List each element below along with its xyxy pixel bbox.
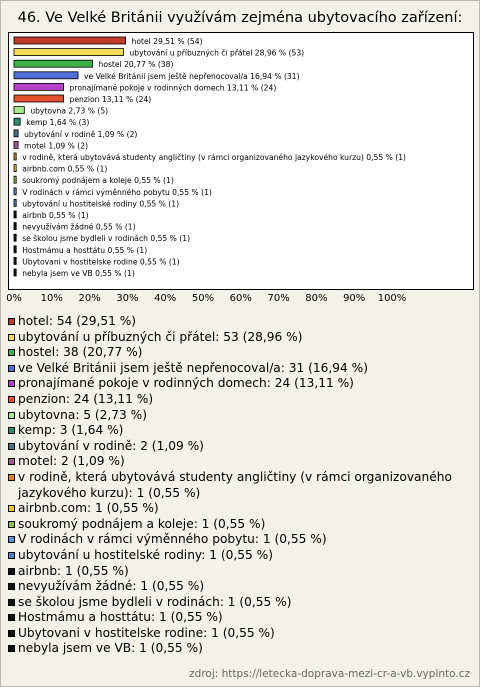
bar-label: airbnb 0,55 % (1) — [22, 211, 89, 220]
legend-item — [8, 314, 472, 330]
bar — [14, 165, 16, 172]
legend-item — [8, 641, 472, 657]
bar-label: hotel 29,51 % (54) — [131, 37, 203, 46]
legend-item — [8, 423, 472, 439]
legend-swatch — [8, 568, 15, 575]
legend-item — [8, 392, 472, 408]
legend-label: se školou jsme bydleli v rodinách: 1 (0,55 %) — [18, 594, 292, 609]
legend-swatch — [8, 521, 15, 528]
bar — [14, 188, 16, 195]
bar — [14, 269, 16, 276]
legend-label: Hostmámu a hosttátu: 1 (0,55 %) — [18, 610, 223, 625]
bar-label: kemp 1,64 % (3) — [26, 118, 90, 128]
legend-label: ubytování v rodině: 2 (1,09 %) — [18, 438, 204, 453]
legend-swatch — [8, 505, 15, 512]
legend-swatch — [8, 318, 15, 325]
legend-label: v rodině, která ubytovává studenty angličtiny (v rámci organizovaného jazykového kurzu): 1 (0,55 %) — [18, 469, 452, 500]
legend-label: ve Velké Británii jsem ještě nepřenocoval/a: 31 (16,94 %) — [18, 360, 368, 375]
legend-swatch — [8, 552, 15, 559]
bar — [14, 107, 24, 114]
bar — [14, 199, 16, 206]
bar-label: penzion 13,11 % (24) — [69, 95, 152, 104]
legend-item — [8, 501, 472, 517]
bar — [14, 60, 93, 67]
bar — [14, 176, 16, 183]
bar — [14, 223, 16, 230]
bar-label: se školou jsme bydleli v rodinách 0,55 % (1) — [22, 234, 191, 244]
legend-swatch — [8, 474, 15, 481]
bar-label: motel 1,09 % (2) — [24, 141, 89, 151]
legend-label: hostel: 38 (20,77 %) — [18, 345, 143, 360]
legend-item — [8, 345, 472, 361]
x-tick-label: 70% — [267, 293, 290, 304]
bar-label: V rodinách v rámci výměnného pobytu 0,55 % (1) — [22, 187, 212, 197]
bar-label: ubytování u hostitelské rodiny 0,55 % (1) — [22, 199, 180, 209]
plot-area — [8, 32, 474, 290]
source-note: zdroj: https://letecka-doprava-mezi-cr-a-vb.vyplnto.cz — [189, 668, 470, 680]
legend-label: soukromý podnájem a koleje: 1 (0,55 %) — [18, 516, 266, 531]
bar-label: pronajímané pokoje v rodinných domech 13,11 % (24) — [69, 83, 277, 93]
bar — [14, 37, 126, 44]
legend-swatch — [8, 396, 15, 403]
legend-swatch — [8, 645, 15, 652]
bar-label: v rodině, která ubytovává studenty angličtiny (v rámci organizovaného jazykového kurzu) 0,55 % (1) — [22, 153, 407, 162]
bar — [14, 130, 18, 137]
legend-swatch — [8, 630, 15, 637]
legend-item — [8, 470, 472, 501]
legend-label: pronajímané pokoje v rodinných domech: 24 (13,11 %) — [18, 376, 354, 391]
x-tick-label: 60% — [229, 293, 252, 304]
legend-item — [8, 595, 472, 611]
x-tick-label: 90% — [343, 293, 366, 304]
bar — [14, 118, 20, 125]
legend-label: nevyužívám žádné: 1 (0,55 %) — [18, 579, 205, 594]
legend-item — [8, 579, 472, 595]
bar — [14, 72, 78, 79]
legend-label: airbnb: 1 (0,55 %) — [18, 563, 129, 578]
bar-label: nebyla jsem ve VB 0,55 % (1) — [22, 269, 135, 278]
bar — [14, 141, 18, 148]
legend-swatch — [8, 349, 15, 356]
legend-label: ubytování u příbuzných či přátel: 53 (28,96 %) — [18, 329, 303, 344]
bar — [14, 211, 16, 218]
legend-swatch — [8, 614, 15, 621]
legend-item — [8, 330, 472, 346]
bar-label: Ubytovani v hostitelske rodine 0,55 % (1) — [22, 257, 180, 267]
legend-item — [8, 610, 472, 626]
bar — [14, 95, 64, 102]
legend-item — [8, 548, 472, 564]
legend-label: V rodinách v rámci výměnného pobytu: 1 (0,55 %) — [18, 532, 327, 547]
legend-label: penzion: 24 (13,11 %) — [18, 391, 154, 406]
legend-swatch — [8, 380, 15, 387]
bar — [14, 83, 64, 90]
legend-item — [8, 454, 472, 470]
x-tick-label: 0% — [6, 293, 22, 304]
bar-chart-svg — [9, 33, 473, 289]
x-tick-label: 80% — [305, 293, 328, 304]
x-tick-label: 50% — [191, 293, 215, 304]
bar-label: ubytování v rodině 1,09 % (2) — [24, 129, 138, 139]
x-tick-label: 30% — [116, 293, 139, 304]
bar-label: soukromý podnájem a koleje 0,55 % (1) — [22, 176, 174, 186]
legend-label: nebyla jsem ve VB: 1 (0,55 %) — [18, 641, 203, 656]
bar — [14, 234, 16, 241]
legend-swatch — [8, 458, 15, 465]
legend-swatch — [8, 599, 15, 606]
bar-label: nevyužívám žádné 0,55 % (1) — [22, 222, 136, 232]
legend-item — [8, 376, 472, 392]
x-tick-label: 10% — [40, 293, 63, 304]
bar — [14, 153, 16, 160]
legend-label: ubytování u hostitelské rodiny: 1 (0,55 %) — [18, 547, 273, 562]
legend-swatch — [8, 536, 15, 543]
legend-item — [8, 517, 472, 533]
bar-label: airbnb.com 0,55 % (1) — [22, 164, 108, 174]
chart-title: 46. Ve Velké Británii využívám zejména ubytovacího zařízení: — [17, 10, 463, 26]
legend — [8, 314, 472, 657]
x-tick-label: 40% — [154, 293, 177, 304]
bar-label: ve Velké Británii jsem ještě nepřenocoval/a 16,94 % (31) — [84, 71, 300, 81]
bar-label: ubytování u příbuzných či přátel 28,96 % (53) — [129, 48, 305, 58]
legend-item — [8, 439, 472, 455]
legend-item — [8, 626, 472, 642]
bar-label: hostel 20,77 % (38) — [98, 60, 174, 70]
legend-label: Ubytovani v hostitelske rodine: 1 (0,55 %) — [18, 625, 275, 640]
legend-swatch — [8, 427, 15, 434]
bar — [14, 49, 123, 56]
legend-swatch — [8, 334, 15, 341]
legend-item — [8, 564, 472, 580]
x-tick-label: 20% — [78, 293, 101, 304]
bar-label: Hostmámu a hosttátu 0,55 % (1) — [22, 245, 148, 255]
legend-label: airbnb.com: 1 (0,55 %) — [18, 501, 159, 516]
legend-label: kemp: 3 (1,64 %) — [18, 423, 124, 438]
legend-item — [8, 361, 472, 377]
legend-swatch — [8, 412, 15, 419]
bar-label: ubytovna 2,73 % (5) — [30, 106, 109, 116]
legend-item — [8, 532, 472, 548]
bar — [14, 257, 16, 264]
legend-item — [8, 408, 472, 424]
legend-swatch — [8, 583, 15, 590]
legend-label: ubytovna: 5 (2,73 %) — [18, 407, 148, 422]
x-tick-label: 100% — [377, 293, 407, 304]
x-axis-ticks — [0, 293, 480, 307]
legend-swatch — [8, 443, 15, 450]
legend-label: motel: 2 (1,09 %) — [18, 454, 125, 469]
legend-label: hotel: 54 (29,51 %) — [18, 314, 137, 328]
legend-swatch — [8, 365, 15, 372]
bar — [14, 246, 16, 253]
